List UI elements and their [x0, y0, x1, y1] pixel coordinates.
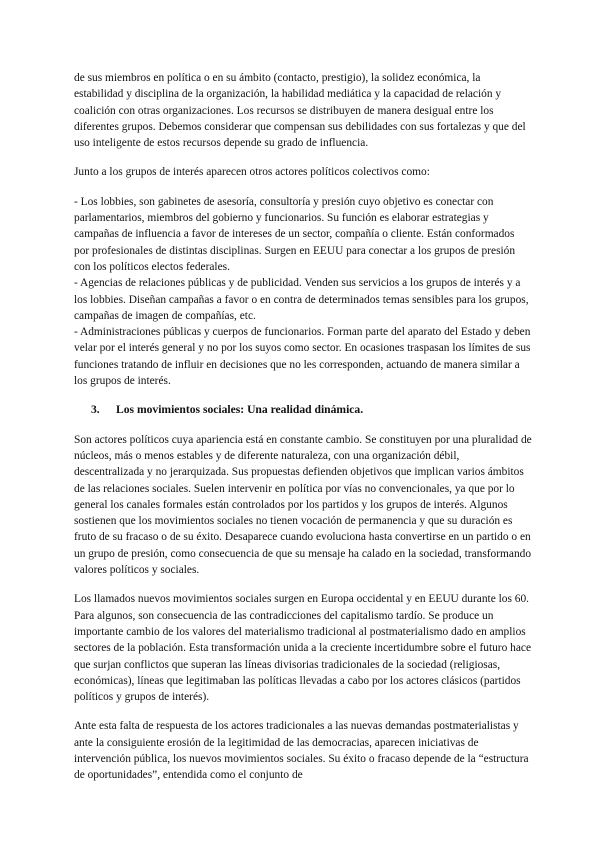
paragraph-other-actors-intro: Junto a los grupos de interés aparecen otros actores políticos colectivos como:	[74, 166, 430, 179]
paragraph-resources: de sus miembros en política o en su ámbito (contacto, prestigio), la solidez económica, la estabilidad y disciplina de la organización, la habilidad mediática y la capacidad de relación y coalición con otras organizaciones. Los recursos se distribuyen de manera desigual entre los diferentes grupos. Debemos considerar que compensan sus debilidades con sus fortalezas y que del uso inteligente de estos recursos depende su grado de influencia.	[74, 72, 526, 150]
list-item-agencies: - Agencias de relaciones públicas y de publicidad. Venden sus servicios a los grupos de interés y a los lobbies. Diseñan campañas a favor o en contra de determinados temas sensibles para los grupos, campañas de imagen de compañías, etc.	[74, 277, 529, 322]
paragraph-new-movements: Los llamados nuevos movimientos sociales surgen en Europa occidental y en EEUU durante los 60. Para algunos, son consecuencia de las contradicciones del capitalismo tardío. Se produce un importante cambio de los valores del materialismo tradicional al postmaterialismo dado en amplios sectores de la población. Esta transformación unida a la creciente incertidumbre sobre el futuro hace que surjan conflictos que superan las líneas divisorias tradicionales de la sociedad (religiosas, económicas), líneas que legitimaban las políticas llevadas a cabo por los actores clásicos (partidos políticos y grupos de interés).	[74, 593, 532, 704]
list-item-administrations: - Administraciones públicas y cuerpos de funcionarios. Forman parte del aparato del Estado y deben velar por el interés general y no por los suyos como sector. En ocasiones traspasan los límites de sus funciones tratando de influir en decisiones que no les corresponden, actuando de manera similar a los grupos de interés.	[74, 326, 531, 388]
section-heading	[91, 402, 532, 418]
list-item-lobbies: - Los lobbies, son gabinetes de asesoría, consultoría y presión cuyo objetivo es conectar con parlamentarios, miembros del gobierno y funcionarios. Su función es elaborar estrategias y campañas de influencia a favor de intereses de un sector, compañía o cliente. Están conformados por profesionales de distintas disciplinas. Surgen en EEUU para conectar a los grupos de presión con los políticos electos federales.	[74, 195, 516, 273]
document-body	[74, 70, 532, 797]
section-title: Los movimientos sociales: Una realidad dinámica.	[116, 403, 364, 417]
paragraph-movements-definition: Son actores políticos cuya apariencia está en constante cambio. Se constituyen por una pluralidad de núcleos, más o menos estables y de diferente naturaleza, con una organización débil, descentralizada y no jerarquizada. Sus propuestas defienden objetivos que implican varios ámbitos de las relaciones sociales. Suelen intervenir en política por vías no convencionales, ya que por lo general los canales formales están controlados por los partidos y los grupos de interés. Algunos sostienen que los movimientos sociales no tienen vocación de permanencia y que su duración es fruto de su fracaso o de su éxito. Desaparece cuando evoluciona hasta convertirse en un partido o en un grupo de presión, como consecuencia de que su mensaje ha calado en la sociedad, transformando valores políticos y sociales.	[74, 433, 532, 577]
paragraph-opportunity-structure: Ante esta falta de respuesta de los actores tradicionales a las nuevas demandas postmaterialistas y ante la consiguiente erosión de la legitimidad de las democracias, aparecen iniciativas de intervención pública, los nuevos movimientos sociales. Su éxito o fracaso depende de la “estructura de oportunidades”, entendida como el conjunto de	[74, 720, 529, 782]
actors-list	[74, 194, 532, 390]
section-number: 3.	[91, 403, 100, 417]
